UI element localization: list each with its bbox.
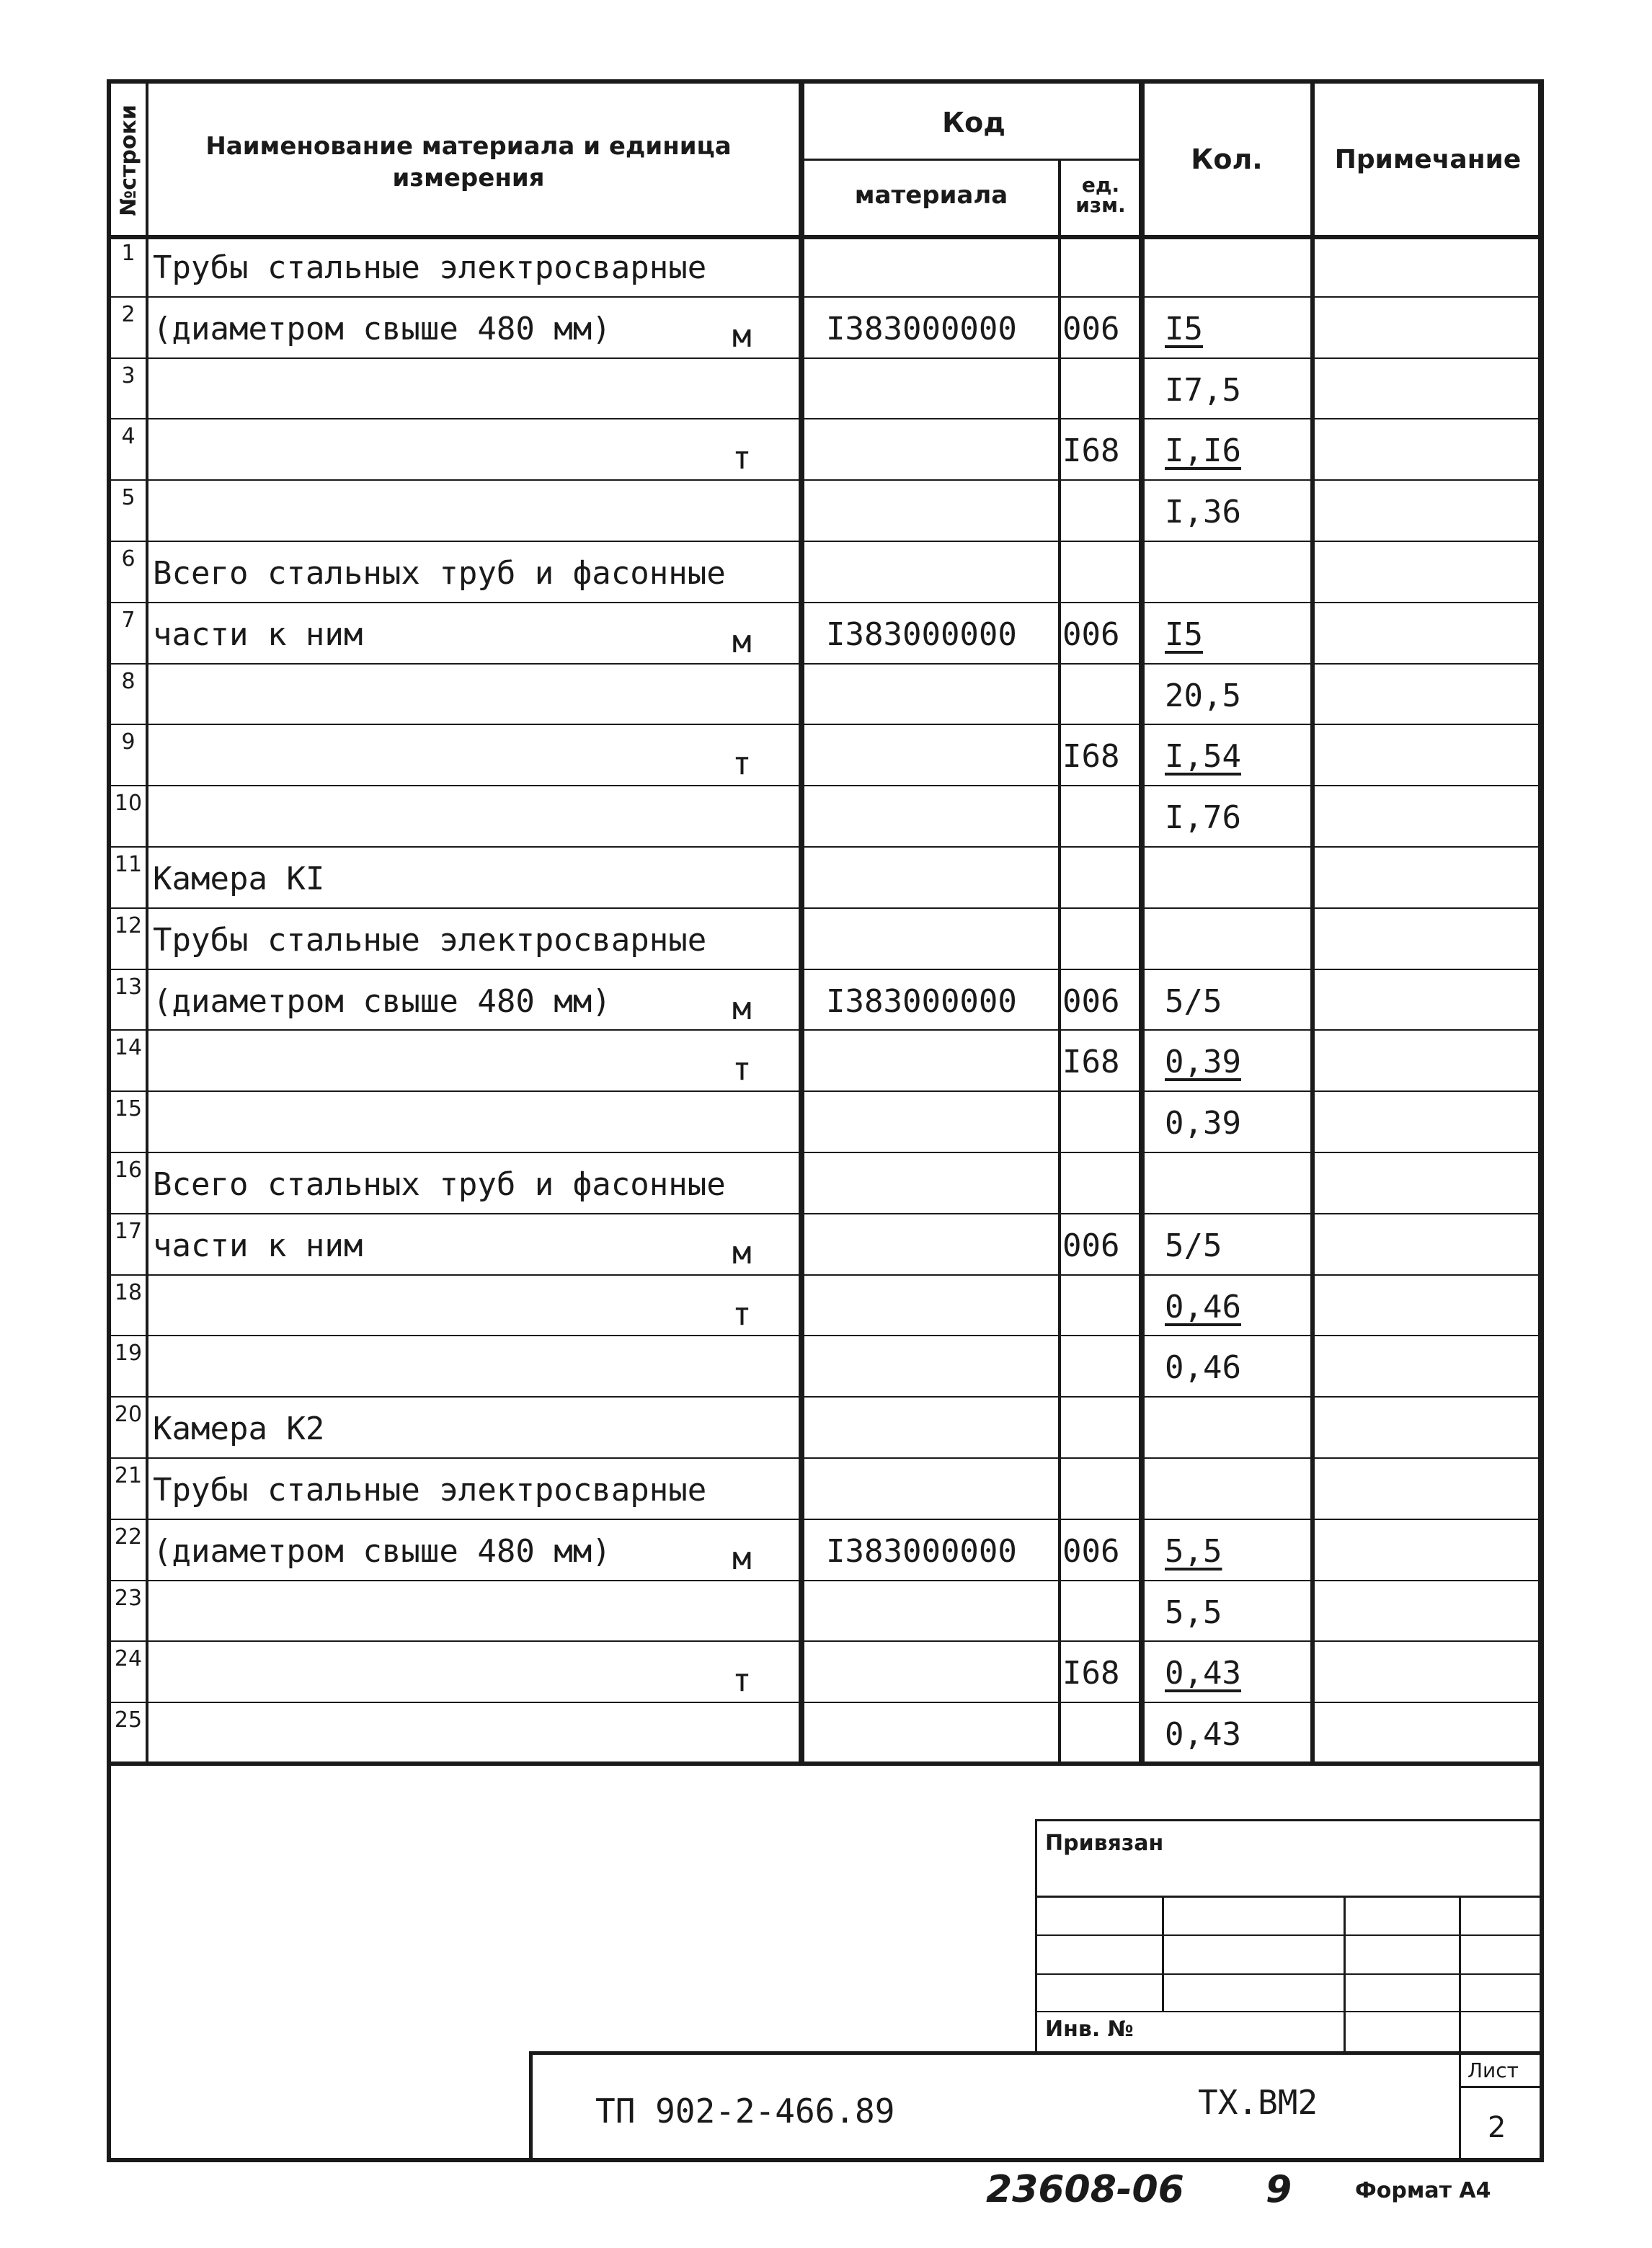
grid-hline xyxy=(111,1580,1541,1581)
material-unit: т xyxy=(732,1295,752,1333)
grid-hline xyxy=(111,1702,1541,1703)
grid-hline xyxy=(111,1090,1541,1092)
material-unit: м xyxy=(732,1234,752,1271)
row-number: 5 xyxy=(121,485,136,511)
quantity: 0,43 xyxy=(1165,1716,1241,1754)
grid-vline xyxy=(1344,1896,1346,2051)
row-number: 2 xyxy=(121,301,136,327)
row-number: 21 xyxy=(114,1463,143,1488)
header-quantity: Кол. xyxy=(1191,143,1263,175)
material-name: Трубы стальные электросварные xyxy=(153,249,707,286)
grid-vline xyxy=(146,84,148,1761)
material-name: (диаметром свыше 480 мм) xyxy=(153,310,611,347)
row-number: 1 xyxy=(121,241,136,266)
quantity: 5/5 xyxy=(1165,982,1222,1020)
grid-hline xyxy=(111,357,1541,359)
grid-hline xyxy=(1035,2011,1541,2012)
stamp-tied-label: Привязан xyxy=(1045,1831,1164,1856)
grid-hline xyxy=(111,1029,1541,1031)
header-material-name: Наименование материала и единица измерения xyxy=(205,131,732,192)
header-note: Примечание xyxy=(1334,144,1522,174)
material-name: (диаметром свыше 480 мм) xyxy=(153,1532,611,1570)
footer-format: Формат А4 xyxy=(1355,2178,1491,2203)
grid-vline xyxy=(1310,84,1315,1761)
header-row-number: №строки xyxy=(115,104,141,216)
quantity: 0,46 xyxy=(1165,1288,1241,1325)
grid-hline xyxy=(111,296,1541,298)
quantity: I,I6 xyxy=(1165,432,1241,470)
grid-hline xyxy=(111,724,1541,725)
material-unit: м xyxy=(732,990,752,1027)
grid-vline xyxy=(529,2051,533,2158)
quantity: 0,39 xyxy=(1165,1044,1241,1081)
grid-hline xyxy=(111,418,1541,419)
quantity: 0,43 xyxy=(1165,1655,1241,1692)
footer-archive-number: 23608-06 xyxy=(986,2168,1184,2211)
unit-code: I68 xyxy=(1062,738,1120,776)
row-number: 24 xyxy=(114,1646,143,1672)
grid-hline xyxy=(529,2051,1541,2055)
grid-hline xyxy=(799,159,1139,161)
material-name: Трубы стальные электросварные xyxy=(153,1472,707,1509)
grid-hline xyxy=(1035,1934,1541,1936)
row-number: 6 xyxy=(121,546,136,572)
row-number: 7 xyxy=(121,607,136,633)
quantity: 5,5 xyxy=(1165,1532,1222,1570)
quantity: 20,5 xyxy=(1165,677,1241,714)
quantity: I,36 xyxy=(1165,494,1241,531)
grid-hline xyxy=(1459,2086,1541,2088)
stamp-sheet-number: 2 xyxy=(1488,2111,1506,2144)
grid-hline xyxy=(111,1519,1541,1520)
quantity: I7,5 xyxy=(1165,371,1241,409)
grid-hline xyxy=(1035,1896,1541,1898)
material-name: части к ним xyxy=(153,1227,363,1264)
material-unit: т xyxy=(732,1662,752,1700)
grid-hline xyxy=(111,1213,1541,1214)
quantity: I,76 xyxy=(1165,799,1241,837)
row-number: 23 xyxy=(114,1585,143,1611)
row-number: 14 xyxy=(114,1035,143,1061)
row-number: 22 xyxy=(114,1524,143,1550)
unit-code: 006 xyxy=(1062,982,1120,1020)
material-name: Трубы стальные электросварные xyxy=(153,921,707,959)
grid-hline xyxy=(111,663,1541,665)
grid-hline xyxy=(111,541,1541,542)
row-number: 9 xyxy=(121,729,136,755)
grid-vline xyxy=(1538,84,1542,1761)
material-unit: т xyxy=(732,745,752,783)
row-number: 20 xyxy=(114,1402,143,1428)
quantity: 0,46 xyxy=(1165,1349,1241,1387)
material-unit: м xyxy=(732,317,752,355)
stamp-sheet-label: Лист xyxy=(1467,2058,1519,2082)
header-unit-code: ед. изм. xyxy=(1075,173,1126,217)
row-number: 10 xyxy=(114,791,143,817)
material-code: I383000000 xyxy=(826,982,1017,1020)
material-name: Всего стальных труб и фасонные xyxy=(153,555,726,592)
material-code: I383000000 xyxy=(826,616,1017,653)
unit-code: 006 xyxy=(1062,310,1120,347)
material-code: I383000000 xyxy=(826,310,1017,347)
grid-hline xyxy=(111,969,1541,970)
row-number: 18 xyxy=(114,1279,143,1305)
grid-hline xyxy=(1035,1973,1541,1975)
grid-vline xyxy=(1139,84,1145,1761)
row-number: 12 xyxy=(114,912,143,938)
grid-hline xyxy=(111,1640,1541,1642)
row-number: 11 xyxy=(114,852,143,877)
row-number: 16 xyxy=(114,1158,143,1183)
stamp-document-code: ТП 902-2-466.89 xyxy=(595,2092,895,2131)
quantity: I5 xyxy=(1165,616,1203,653)
row-number: 15 xyxy=(114,1096,143,1122)
grid-hline xyxy=(111,785,1541,786)
row-number: 13 xyxy=(114,974,143,1000)
header-code: Код xyxy=(942,107,1005,138)
unit-code: 006 xyxy=(1062,1227,1120,1264)
grid-hline xyxy=(111,1457,1541,1459)
grid-vline xyxy=(1459,1896,1461,2158)
grid-vline xyxy=(799,84,804,1761)
quantity: 0,39 xyxy=(1165,1105,1241,1142)
stamp-mark: ТХ.ВМ2 xyxy=(1198,2083,1318,2122)
row-number: 8 xyxy=(121,668,136,694)
unit-code: I68 xyxy=(1062,432,1120,470)
material-unit: т xyxy=(732,1051,752,1088)
grid-hline xyxy=(111,846,1541,848)
grid-vline xyxy=(1162,1896,1164,2011)
material-name: (диаметром свыше 480 мм) xyxy=(153,982,611,1020)
material-unit: т xyxy=(732,440,752,477)
quantity: I5 xyxy=(1165,310,1203,347)
grid-hline xyxy=(111,479,1541,481)
stamp-inventory-label: Инв. № xyxy=(1045,2017,1134,2042)
material-name: Всего стальных труб и фасонные xyxy=(153,1166,726,1203)
material-name: части к ним xyxy=(153,616,363,653)
grid-hline xyxy=(111,907,1541,909)
material-name: Камера КI xyxy=(153,861,325,897)
material-name: Камера К2 xyxy=(153,1410,325,1448)
header-material-code: материала xyxy=(854,181,1008,210)
row-number: 25 xyxy=(114,1707,143,1733)
grid-hline xyxy=(111,1152,1541,1153)
unit-code: I68 xyxy=(1062,1655,1120,1692)
grid-hline xyxy=(111,1274,1541,1276)
quantity: 5,5 xyxy=(1165,1594,1222,1631)
footer-page-number: 9 xyxy=(1266,2168,1292,2211)
grid-hline xyxy=(111,602,1541,603)
grid-hline xyxy=(111,1335,1541,1336)
unit-code: I68 xyxy=(1062,1044,1120,1081)
row-number: 3 xyxy=(121,363,136,388)
quantity: I,54 xyxy=(1165,738,1241,776)
row-number: 19 xyxy=(114,1341,143,1367)
unit-code: 006 xyxy=(1062,1532,1120,1570)
row-number: 4 xyxy=(121,424,136,450)
unit-code: 006 xyxy=(1062,616,1120,653)
grid-hline xyxy=(111,1396,1541,1398)
grid-hline xyxy=(1035,1819,1541,1821)
document-frame xyxy=(107,79,1544,2162)
grid-hline xyxy=(111,1761,1541,1766)
material-unit: м xyxy=(732,1540,752,1577)
grid-hline xyxy=(111,235,1541,239)
material-unit: м xyxy=(732,623,752,660)
row-number: 17 xyxy=(114,1218,143,1244)
quantity: 5/5 xyxy=(1165,1227,1222,1264)
grid-vline xyxy=(1058,160,1061,1761)
material-code: I383000000 xyxy=(826,1532,1017,1570)
